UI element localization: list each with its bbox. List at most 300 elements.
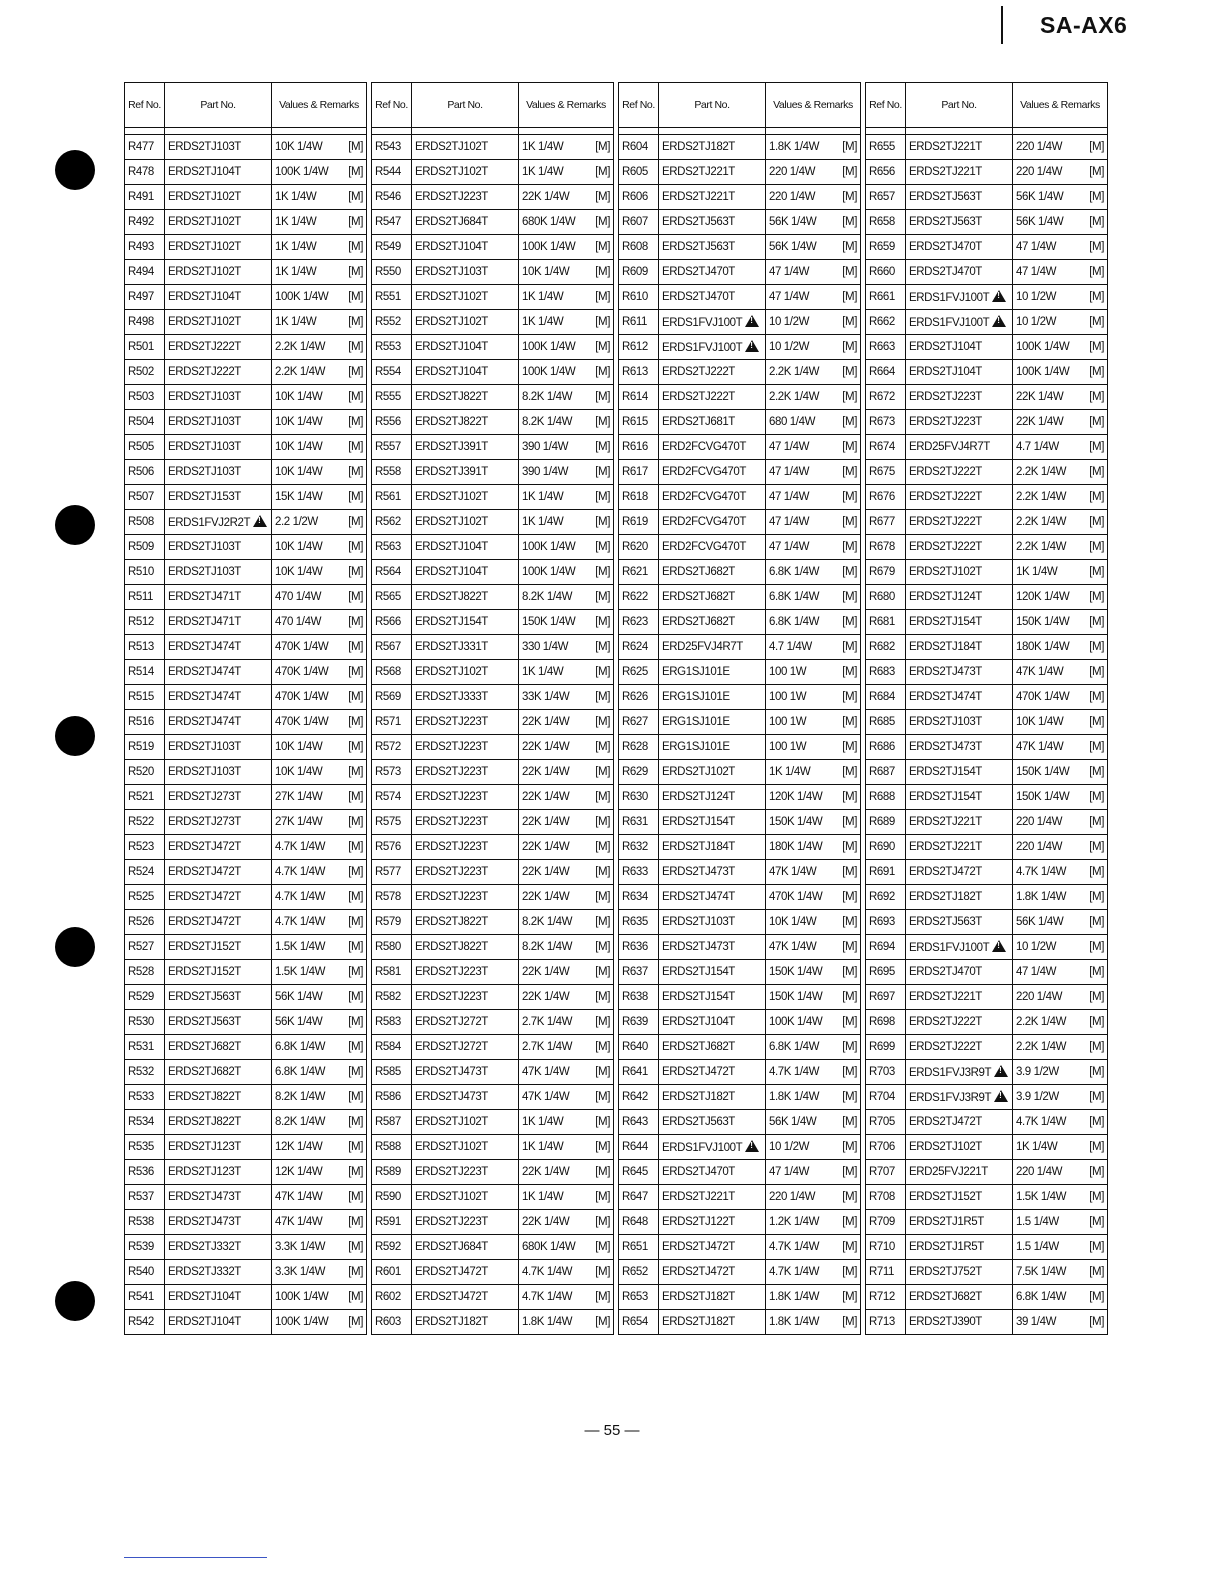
part-no: ERDS2TJ182T <box>415 1316 488 1328</box>
ref-no: R540 <box>125 1260 165 1285</box>
table-row <box>866 1185 1108 1210</box>
part-no: ERDS2TJ103T <box>168 466 241 478</box>
part-no-cell <box>659 160 766 185</box>
table-row <box>125 1260 367 1285</box>
value-cell <box>766 560 861 585</box>
ref-no: R603 <box>372 1310 412 1335</box>
part-no-cell <box>659 735 766 760</box>
value: 47 1/4W <box>769 516 810 528</box>
part-no-cell <box>165 135 272 160</box>
value-cell <box>766 310 861 335</box>
value-cell <box>519 635 614 660</box>
value: 1K 1/4W <box>522 516 564 528</box>
value-cell <box>766 685 861 710</box>
part-no: ERDS2TJ223T <box>415 791 488 803</box>
ref-no: R544 <box>372 160 412 185</box>
part-no-cell <box>906 1235 1013 1260</box>
remark: [M] <box>842 241 857 253</box>
ref-no: R543 <box>372 135 412 160</box>
remark: [M] <box>1089 866 1104 878</box>
table-row <box>372 585 614 610</box>
ref-no: R579 <box>372 910 412 935</box>
value-cell <box>272 285 367 310</box>
value: 47K 1/4W <box>1016 741 1064 753</box>
value: 47K 1/4W <box>769 941 817 953</box>
value: 150K 1/4W <box>1016 791 1070 803</box>
value: 1K 1/4W <box>1016 566 1058 578</box>
part-no: ERDS2TJ331T <box>415 641 488 653</box>
part-no: ERDS2TJ223T <box>415 841 488 853</box>
part-no-cell <box>412 1210 519 1235</box>
ref-no: R562 <box>372 510 412 535</box>
ref-no: R494 <box>125 260 165 285</box>
value-cell <box>519 1260 614 1285</box>
value: 10K 1/4W <box>769 916 817 928</box>
table-row <box>372 260 614 285</box>
value: 22K 1/4W <box>522 766 570 778</box>
remark: [M] <box>595 141 610 153</box>
value: 680K 1/4W <box>522 1241 576 1253</box>
ref-no: R532 <box>125 1060 165 1085</box>
value-cell <box>519 485 614 510</box>
table-row <box>125 935 367 960</box>
table-row <box>619 810 861 835</box>
table-row <box>619 960 861 985</box>
value-cell <box>1013 135 1108 160</box>
part-no: ERDS1FVJ3R9T <box>909 1092 992 1104</box>
value-cell <box>1013 1110 1108 1135</box>
part-no: ERDS2TJ563T <box>909 191 982 203</box>
value-cell <box>1013 1010 1108 1035</box>
table-row <box>866 1235 1108 1260</box>
ref-no: R651 <box>619 1235 659 1260</box>
table-row <box>866 235 1108 260</box>
value-cell <box>519 410 614 435</box>
value: 100K 1/4W <box>769 1016 823 1028</box>
value: 1K 1/4W <box>275 316 317 328</box>
value-cell <box>766 1185 861 1210</box>
remark: [M] <box>842 616 857 628</box>
remark: [M] <box>1089 891 1104 903</box>
ref-no: R616 <box>619 435 659 460</box>
table-row <box>372 885 614 910</box>
ref-no: R710 <box>866 1235 906 1260</box>
part-no-cell <box>906 385 1013 410</box>
value-cell <box>519 1135 614 1160</box>
table-row <box>125 860 367 885</box>
ref-no: R573 <box>372 760 412 785</box>
part-no-cell <box>659 1110 766 1135</box>
remark: [M] <box>842 691 857 703</box>
part-no: ERDS2TJ103T <box>168 766 241 778</box>
ref-no: R551 <box>372 285 412 310</box>
value-cell <box>766 185 861 210</box>
part-no: ERDS2TJ472T <box>168 866 241 878</box>
value: 1K 1/4W <box>275 216 317 228</box>
remark: [M] <box>842 391 857 403</box>
table-row <box>125 210 367 235</box>
value-cell <box>1013 1260 1108 1285</box>
value: 47K 1/4W <box>769 866 817 878</box>
part-no: ERDS2TJ123T <box>168 1166 241 1178</box>
value-cell <box>1013 785 1108 810</box>
part-no-cell <box>906 735 1013 760</box>
value: 10K 1/4W <box>275 766 323 778</box>
table-row <box>125 585 367 610</box>
table-row <box>125 535 367 560</box>
remark: [M] <box>348 1041 363 1053</box>
value-cell <box>766 785 861 810</box>
value-cell <box>272 1310 367 1335</box>
ref-no: R656 <box>866 160 906 185</box>
table-row <box>125 685 367 710</box>
part-no: ERD25FVJ4R7T <box>662 641 743 653</box>
part-no-cell <box>165 235 272 260</box>
part-no-cell <box>412 710 519 735</box>
value: 6.8K 1/4W <box>769 616 820 628</box>
ref-no: R477 <box>125 135 165 160</box>
value: 4.7K 1/4W <box>522 1266 573 1278</box>
value: 390 1/4W <box>522 441 569 453</box>
value: 33K 1/4W <box>522 691 570 703</box>
value-cell <box>519 510 614 535</box>
table-row <box>619 460 861 485</box>
ref-no: R491 <box>125 185 165 210</box>
parts-list <box>124 82 1108 1335</box>
remark: [M] <box>1089 791 1104 803</box>
ref-no: R523 <box>125 835 165 860</box>
header-rule <box>1001 6 1003 44</box>
value: 1.8K 1/4W <box>769 141 820 153</box>
remark: [M] <box>348 1066 363 1078</box>
ref-no: R626 <box>619 685 659 710</box>
value-cell <box>1013 335 1108 360</box>
table-row <box>866 1010 1108 1035</box>
value-cell <box>1013 610 1108 635</box>
part-no-cell <box>659 660 766 685</box>
remark: [M] <box>595 991 610 1003</box>
value-cell <box>519 1185 614 1210</box>
value: 100 1W <box>769 691 807 703</box>
part-no: ERDS2TJ474T <box>168 716 241 728</box>
part-no-cell <box>906 1085 1013 1110</box>
part-no-cell <box>165 935 272 960</box>
table-row <box>866 1135 1108 1160</box>
part-no: ERDS2TJ684T <box>415 1241 488 1253</box>
remark: [M] <box>348 741 363 753</box>
part-no: ERDS2TJ273T <box>168 816 241 828</box>
part-no: ERDS2TJ221T <box>662 166 735 178</box>
part-no: ERDS2TJ222T <box>909 1016 982 1028</box>
value-cell <box>766 510 861 535</box>
remark: [M] <box>842 791 857 803</box>
value-cell <box>519 160 614 185</box>
remark: [M] <box>1089 491 1104 503</box>
part-no-cell <box>659 335 766 360</box>
table-row <box>619 835 861 860</box>
remark: [M] <box>348 466 363 478</box>
part-no: ERG1SJ101E <box>662 741 730 753</box>
part-no-cell <box>412 1160 519 1185</box>
table-row <box>125 460 367 485</box>
value-cell <box>272 1010 367 1035</box>
table-row <box>125 1085 367 1110</box>
table-row <box>125 1185 367 1210</box>
table-row <box>866 685 1108 710</box>
value-cell <box>272 835 367 860</box>
part-no: ERDS2TJ103T <box>909 716 982 728</box>
value-cell <box>766 635 861 660</box>
value-cell <box>272 1210 367 1235</box>
part-no: ERDS2TJ474T <box>909 691 982 703</box>
remark: [M] <box>842 1191 857 1203</box>
ref-no: R693 <box>866 910 906 935</box>
table-row <box>372 1185 614 1210</box>
ref-no: R507 <box>125 485 165 510</box>
values-header: Values & Remarks <box>1013 83 1108 128</box>
value-cell <box>272 185 367 210</box>
remark: [M] <box>595 916 610 928</box>
value: 100K 1/4W <box>522 241 576 253</box>
punch-hole <box>55 716 95 756</box>
part-no-cell <box>412 385 519 410</box>
parts-table <box>371 82 614 1335</box>
part-no: ERDS2TJ222T <box>168 341 241 353</box>
table-row <box>125 710 367 735</box>
value: 4.7K 1/4W <box>275 891 326 903</box>
remark: [M] <box>842 291 857 303</box>
part-no: ERDS2TJ473T <box>415 1091 488 1103</box>
table-row <box>619 785 861 810</box>
ref-no: R618 <box>619 485 659 510</box>
remark: [M] <box>1089 1041 1104 1053</box>
value-cell <box>766 435 861 460</box>
ref-no: R625 <box>619 660 659 685</box>
remark: [M] <box>348 966 363 978</box>
table-row <box>619 735 861 760</box>
value-cell <box>766 1260 861 1285</box>
value: 120K 1/4W <box>769 791 823 803</box>
remark: [M] <box>595 266 610 278</box>
value: 1K 1/4W <box>522 1191 564 1203</box>
part-no-cell <box>165 685 272 710</box>
ref-no: R662 <box>866 310 906 335</box>
part-no: ERDS2TJ563T <box>909 916 982 928</box>
value: 47 1/4W <box>769 266 810 278</box>
remark: [M] <box>348 541 363 553</box>
ref-no: R591 <box>372 1210 412 1235</box>
table-row <box>619 1010 861 1035</box>
value-cell <box>272 1185 367 1210</box>
value-cell <box>766 235 861 260</box>
remark: [M] <box>595 466 610 478</box>
ref-no: R694 <box>866 935 906 960</box>
remark: [M] <box>348 291 363 303</box>
part-no-cell <box>659 285 766 310</box>
ref-no: R558 <box>372 460 412 485</box>
table-row <box>125 1210 367 1235</box>
value-cell <box>766 835 861 860</box>
part-no-cell <box>412 960 519 985</box>
remark: [M] <box>348 341 363 353</box>
value-cell <box>766 610 861 635</box>
value-cell <box>272 160 367 185</box>
value-cell <box>766 1210 861 1235</box>
value: 1.8K 1/4W <box>522 1316 573 1328</box>
part-no-cell <box>659 435 766 460</box>
ref-no: R533 <box>125 1085 165 1110</box>
remark: [M] <box>842 816 857 828</box>
remark: [M] <box>1089 1291 1104 1303</box>
part-no: ERDS2TJ104T <box>909 366 982 378</box>
part-no-cell <box>165 1285 272 1310</box>
table-row <box>866 310 1108 335</box>
part-no: ERDS2TJ273T <box>168 791 241 803</box>
remark: [M] <box>1089 166 1104 178</box>
remark: [M] <box>595 241 610 253</box>
part-no-cell <box>659 310 766 335</box>
table-row <box>125 385 367 410</box>
value: 22K 1/4W <box>522 1166 570 1178</box>
part-no-cell <box>906 535 1013 560</box>
ref-no: R503 <box>125 385 165 410</box>
part-no-cell <box>412 1260 519 1285</box>
part-no: ERDS2TJ472T <box>168 841 241 853</box>
value: 150K 1/4W <box>769 966 823 978</box>
value: 100K 1/4W <box>522 566 576 578</box>
value: 10 1/2W <box>769 1141 810 1153</box>
part-no-cell <box>906 435 1013 460</box>
value: 10K 1/4W <box>275 741 323 753</box>
remark: [M] <box>1089 1141 1104 1153</box>
remark: [M] <box>348 441 363 453</box>
remark: [M] <box>595 866 610 878</box>
part-no: ERDS2TJ470T <box>662 266 735 278</box>
value-cell <box>766 760 861 785</box>
value: 680 1/4W <box>769 416 816 428</box>
remark: [M] <box>348 991 363 1003</box>
part-no: ERDS2TJ102T <box>168 316 241 328</box>
ref-no: R659 <box>866 235 906 260</box>
table-row <box>619 485 861 510</box>
value: 3.3K 1/4W <box>275 1266 326 1278</box>
value-cell <box>519 660 614 685</box>
part-no-cell <box>906 335 1013 360</box>
remark: [M] <box>595 1066 610 1078</box>
value-cell <box>519 710 614 735</box>
part-no-cell <box>906 960 1013 985</box>
value: 180K 1/4W <box>1016 641 1070 653</box>
part-no: ERDS2TJ752T <box>909 1266 982 1278</box>
value-cell <box>272 735 367 760</box>
remark: [M] <box>1089 391 1104 403</box>
value: 1.8K 1/4W <box>1016 891 1067 903</box>
ref-no: R610 <box>619 285 659 310</box>
part-no: ERDS2TJ474T <box>662 891 735 903</box>
part-no-cell <box>165 360 272 385</box>
ref-no: R539 <box>125 1235 165 1260</box>
value: 1.8K 1/4W <box>769 1091 820 1103</box>
value-cell <box>1013 860 1108 885</box>
remark: [M] <box>348 1291 363 1303</box>
value-cell <box>1013 1035 1108 1060</box>
part-no: ERDS2TJ104T <box>415 341 488 353</box>
part-no: ERDS2TJ470T <box>909 241 982 253</box>
part-no-cell <box>412 260 519 285</box>
value: 1.5 1/4W <box>1016 1241 1059 1253</box>
part-no: ERDS2TJ681T <box>662 416 735 428</box>
remark: [M] <box>595 366 610 378</box>
value: 4.7K 1/4W <box>1016 1116 1067 1128</box>
remark: [M] <box>595 216 610 228</box>
value: 56K 1/4W <box>1016 191 1064 203</box>
part-no: ERDS2TJ272T <box>415 1041 488 1053</box>
ref-no: R506 <box>125 460 165 485</box>
ref-no: R568 <box>372 660 412 685</box>
table-row <box>619 1310 861 1335</box>
remark: [M] <box>595 741 610 753</box>
table-row <box>619 435 861 460</box>
value-cell <box>519 1110 614 1135</box>
ref-no: R644 <box>619 1135 659 1160</box>
value: 10K 1/4W <box>275 441 323 453</box>
part-no: ERDS2TJ682T <box>662 616 735 628</box>
part-no-cell <box>412 335 519 360</box>
value-cell <box>766 135 861 160</box>
value: 2.2 1/2W <box>275 516 318 528</box>
part-no-cell <box>659 485 766 510</box>
table-row <box>866 710 1108 735</box>
ref-no: R631 <box>619 810 659 835</box>
table-row <box>866 1110 1108 1135</box>
remark: [M] <box>595 1091 610 1103</box>
part-no: ERDS2TJ102T <box>168 191 241 203</box>
ref-no: R652 <box>619 1260 659 1285</box>
part-no-cell <box>165 1060 272 1085</box>
value: 10 1/2W <box>1016 941 1057 953</box>
remark: [M] <box>1089 191 1104 203</box>
ref-no: R581 <box>372 960 412 985</box>
part-no-cell <box>906 1160 1013 1185</box>
value: 470K 1/4W <box>769 891 823 903</box>
table-row <box>125 285 367 310</box>
table-row <box>866 1160 1108 1185</box>
table-row <box>619 585 861 610</box>
table-row <box>866 585 1108 610</box>
part-no-cell <box>659 985 766 1010</box>
ref-no: R542 <box>125 1310 165 1335</box>
part-no: ERDS2TJ154T <box>909 766 982 778</box>
part-no-cell <box>659 210 766 235</box>
punch-hole <box>55 150 95 190</box>
value-cell <box>1013 635 1108 660</box>
table-row <box>372 1160 614 1185</box>
value-cell <box>272 310 367 335</box>
value-cell <box>1013 835 1108 860</box>
part-no: ERDS2TJ124T <box>909 591 982 603</box>
ref-no: R534 <box>125 1110 165 1135</box>
table-row <box>372 285 614 310</box>
safety-warning-icon <box>745 1140 759 1152</box>
part-no: ERDS2TJ223T <box>415 966 488 978</box>
part-no: ERDS2TJ822T <box>415 416 488 428</box>
remark: [M] <box>348 1191 363 1203</box>
part-no: ERDS2TJ184T <box>909 641 982 653</box>
value: 150K 1/4W <box>769 816 823 828</box>
remark: [M] <box>1089 541 1104 553</box>
part-no-cell <box>165 160 272 185</box>
part-no: ERDS2TJ152T <box>168 966 241 978</box>
